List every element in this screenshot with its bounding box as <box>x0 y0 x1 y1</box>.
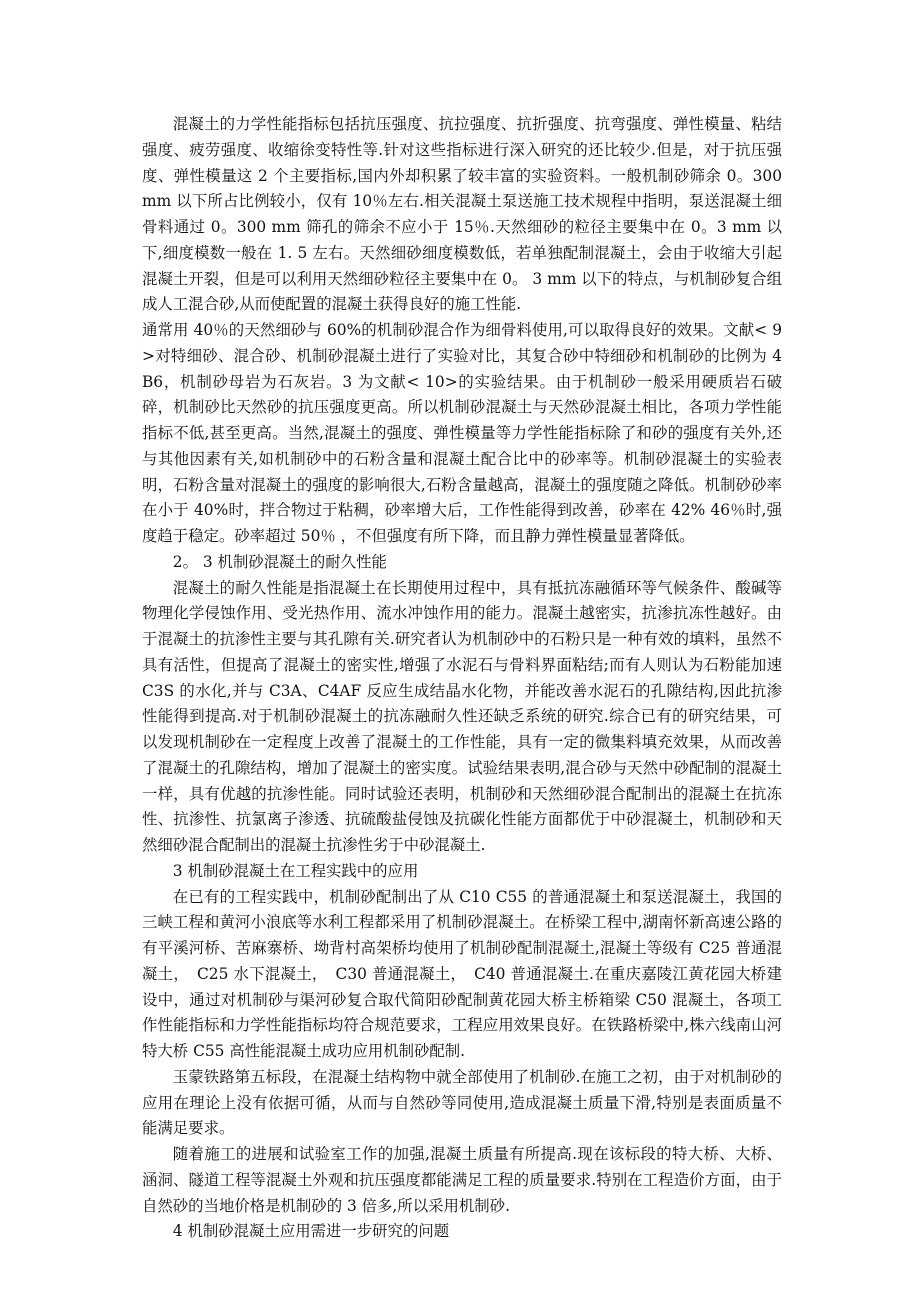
paragraph-yumeng-railway: 玉蒙铁路第五标段，在混凝土结构物中就全部使用了机制砂.在施工之初，由于对机制砂的应用在理论上没有依据可循，从而与自然砂等同使用,造成混凝土质量下滑,特别是表面质量不能满足要求。 <box>142 1067 782 1138</box>
section-heading-applications: 3 机制砂混凝土在工程实践中的应用 <box>172 861 419 880</box>
paragraph-construction-progress: 随着施工的进展和试验室工作的加强,混凝土质量有所提高.现在该标段的特大桥、大桥、涵洞、隧道工程等混凝土外观和抗压强度都能满足工程的质量要求.特别在工程造价方面，由于自然砂的当地价格是机制砂的 3 倍多,所以采用机制砂. <box>142 1145 782 1215</box>
paragraph-mixed-sand: 通常用 40％的天然细砂与 60%的机制砂混合作为细骨料使用,可以取得良好的效果。文献< 9 >对特细砂、混合砂、机制砂混凝土进行了实验对比，其复合砂中特细砂和机制砂的比例为 4 B6，机制砂母岩为石灰岩。3 为文献< 10>的实验结果。由于机制砂一般采用硬质岩石破碎，机制砂比天然砂的抗压强度更高。所以机制砂混凝土与天然砂混凝土相比，各项力学性能指标不低,甚至更高。当然,混凝土的强度、弹性模量等力学性能指标除了和砂的强度有关外,还与其他因素有关,如机制砂中的石粉含量和混凝土配合比中的砂率等。机制砂混凝土的实验表明，石粉含量对混凝土的强度的影响很大,石粉含量越高，混凝土的强度随之降低。机制砂砂率在小于 40%时，拌合物过于粘稠，砂率增大后，工作性能得到改善，砂率在 42% 46％时,强度趋于稳定。砂率超过 50％ ，不但强度有所下降，而且静力弹性模量显著降低。 <box>142 321 782 545</box>
section-heading-durability: 2。 3 机制砂混凝土的耐久性能 <box>172 552 387 571</box>
section-heading-further-research: 4 机制砂混凝土应用需进一步研究的问题 <box>172 1222 450 1241</box>
paragraph-mechanical-properties: 混凝土的力学性能指标包括抗压强度、抗拉强度、抗折强度、抗弯强度、弹性模量、粘结强度、疲劳强度、收缩徐变特性等.针对这些指标进行深入研究的还比较少.但是，对于抗压强度、弹性模量这 2 个主要指标,国内外却积累了较丰富的实验资料。一般机制砂筛余 0。300 mm 以下所占比例较小，仅有 10％左右.相关混凝土泵送施工技术规程中指明，泵送混凝土细骨料通过 0。300 mm 筛孔的筛余不应小于 15％.天然细砂的粒径主要集中在 0。3 mm 以下,细度模数一般在 1. 5 左右。天然细砂细度模数低，若单独配制混凝土，会由于收缩大引起混凝土开裂，但是可以利用天然细砂粒径主要集中在 0。 3 mm 以下的特点，与机制砂复合组成人工混合砂,从而使配置的混凝土获得良好的施工性能. <box>142 115 782 314</box>
document-body <box>142 112 782 1245</box>
paragraph-durability: 混凝土的耐久性能是指混凝土在长期使用过程中，具有抵抗冻融循环等气候条件、酸碱等物理化学侵蚀作用、受光热作用、流水冲蚀作用的能力。混凝土越密实，抗渗抗冻性越好。由于混凝土的抗渗性主要与其孔隙有关.研究者认为机制砂中的石粉只是一种有效的填料，虽然不具有活性，但提高了混凝土的密实性,增强了水泥石与骨料界面粘结;而有人则认为石粉能加速 C3S 的水化,并与 C3A、C4AF 反应生成结晶水化物，并能改善水泥石的孔隙结构,因此抗渗性能得到提高.对于机制砂混凝土的抗冻融耐久性还缺乏系统的研究.综合已有的研究结果，可以发现机制砂在一定程度上改善了混凝土的工作性能，具有一定的微集料填充效果，从而改善了混凝土的孔隙结构，增加了混凝土的密实度。试验结果表明,混合砂与天然中砂配制的混凝土一样，具有优越的抗渗性能。同时试验还表明，机制砂和天然细砂混合配制出的混凝土在抗冻性、抗渗性、抗氯离子渗透、抗硫酸盐侵蚀及抗碳化性能方面都优于中砂混凝土，机制砂和天然细砂混合配制出的混凝土抗渗性劣于中砂混凝土. <box>142 578 782 854</box>
paragraph-engineering-practice: 在已有的工程实践中，机制砂配制出了从 C10 C55 的普通混凝土和泵送混凝土，我国的三峡工程和黄河小浪底等水利工程都采用了机制砂混凝土。在桥梁工程中,湖南怀新高速公路的有平溪河桥、苦麻寨桥、坳背村高架桥均使用了机制砂配制混凝土,混凝土等级有 C25 普通混凝土， C25 水下混凝土， C30 普通混凝土， C40 普通混凝土.在重庆嘉陵江黄花园大桥建设中，通过对机制砂与渠河砂复合取代简阳砂配制黄花园大桥主桥箱梁 C50 混凝土，各项工作性能指标和力学性能指标均符合规范要求，工程应用效果良好。在铁路桥梁中,株六线南山河特大桥 C55 高性能混凝土成功应用机制砂配制. <box>142 887 782 1060</box>
